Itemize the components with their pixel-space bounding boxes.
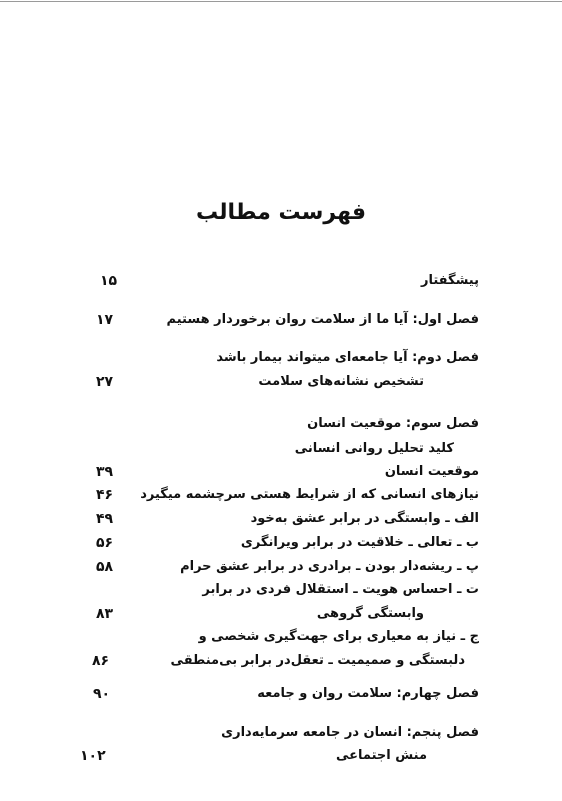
toc-entry-text: کلید تحلیل روانی انسانی [294,441,454,456]
toc-entry-text: نیازهای انسانی که از شرایط هستی سرچشمه میگیرد [140,487,479,502]
toc-entry-chapter-1 [0,309,562,331]
toc-entry-sub [0,556,562,578]
toc-entry-sub [0,532,562,554]
toc-entry-page: ۵۶ [96,535,114,551]
toc-entry-text: ت ـ احساس هویت ـ استقلال فردی در برابر [202,582,479,597]
toc-entry-page: ۴۶ [96,487,114,503]
toc-entry-sub [0,603,562,625]
toc-entry-text: پ ـ ریشه‌دار بودن ـ برادری در برابر عشق حرام [180,559,479,574]
page-title: فهرست مطالب [195,200,367,225]
toc-entry-text: پیشگفتار [420,273,479,288]
toc-entry-page: ۸۳ [96,606,114,622]
toc-entry-page: ۱۷ [96,312,114,328]
toc-entry-sub [0,579,562,601]
toc-entry-preface [0,270,562,292]
toc-entry-chapter-3 [0,413,562,435]
toc-entry-page: ۲۷ [96,374,114,390]
toc-entry-page: ۳۹ [96,464,114,480]
toc-entry-text: ب ـ تعالی ـ خلاقیت در برابر ویرانگری [240,535,479,550]
toc-entry-page: ۵۸ [96,559,114,575]
toc-entry-text: فصل چهارم: سلامت روان و جامعه [257,686,479,701]
toc-entry-sub [0,508,562,530]
toc-entry-page: ۸۶ [92,653,110,669]
toc-entry-text: وابستگی گروهی [316,606,424,621]
toc-entry-text: ج ـ نیاز به معیاری برای جهت‌گیری شخصی و [198,629,479,644]
toc-entry-page: ۴۹ [96,511,114,527]
toc-entry-text: فصل دوم: آیا جامعه‌ای میتواند بیمار باشد [216,350,479,365]
toc-entry-sub [0,371,562,393]
toc-entry-sub [0,484,562,506]
toc-entry-text: دلبستگی و صمیمیت ـ تعقل‌در برابر بی‌منطقی [170,653,465,668]
toc-entry-text: الف ـ وابستگی در برابر عشق به‌خود [250,511,479,526]
toc-entry-sub [0,650,562,672]
toc-entry-text: فصل اول: آیا ما از سلامت روان برخوردار هستیم [166,312,479,327]
toc-entry-text: منش اجتماعی [335,748,427,763]
toc-entry-page: ۱۰۲ [80,748,106,764]
toc-entry-page: ۱۵ [100,273,118,289]
toc-entry-sub [0,438,562,460]
toc-entry-sub [0,626,562,648]
toc-entry-text: تشخیص نشانه‌های سلامت [258,374,424,389]
toc-entry-text: فصل سوم: موقعیت انسان [307,416,479,431]
toc-entry-sub [0,745,562,767]
toc-entry-text: فصل پنجم: انسان در جامعه سرمایه‌داری [221,725,479,740]
toc-entry-chapter-4 [0,683,562,705]
top-border [0,1,562,2]
toc-entry-page: ۹۰ [93,686,111,702]
toc-entry-chapter-5 [0,722,562,744]
toc-entry-text: موقعیت انسان [384,464,479,479]
toc-entry-sub [0,461,562,483]
toc-entry-chapter-2 [0,347,562,369]
